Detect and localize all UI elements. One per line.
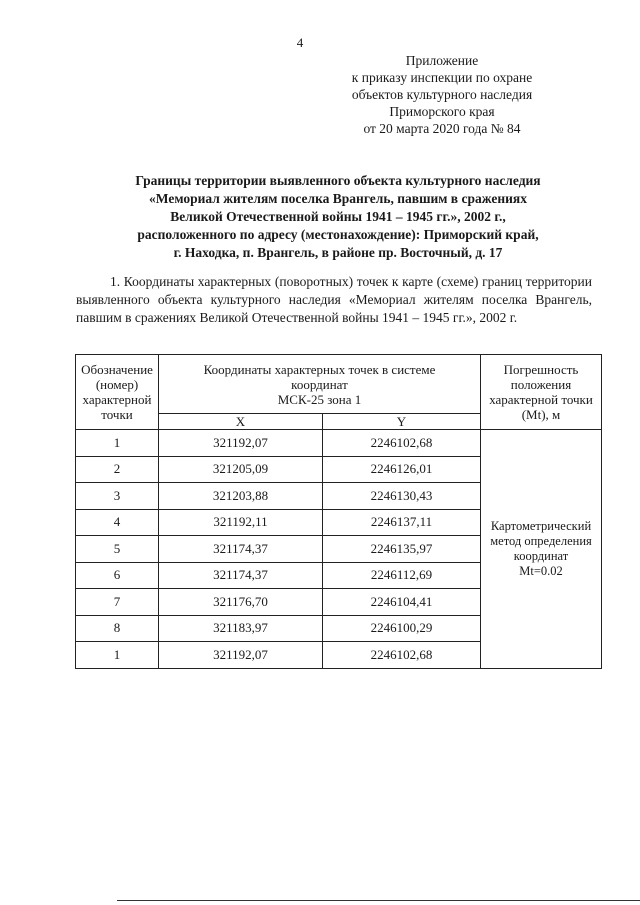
cell-x: 321183,97: [159, 615, 323, 642]
cell-point: 7: [76, 589, 159, 616]
cell-point: 5: [76, 536, 159, 563]
cell-y: 2246104,41: [323, 589, 481, 616]
title-line: «Мемориал жителям поселка Врангель, павшим в сражениях: [149, 191, 527, 206]
cell-point: 3: [76, 483, 159, 510]
cell-x: 321174,37: [159, 536, 323, 563]
cell-x: 321174,37: [159, 562, 323, 589]
cell-y: 2246100,29: [323, 615, 481, 642]
title-line: расположенного по адресу (местонахождение): Приморский край,: [137, 227, 539, 242]
header-error: Погрешность положения характерной точки (Mt), м: [481, 355, 602, 430]
cell-x: 321192,07: [159, 642, 323, 669]
page-number: 4: [296, 35, 304, 50]
cell-y: 2246102,68: [323, 430, 481, 457]
cell-y: 2246112,69: [323, 562, 481, 589]
appendix-line: от 20 марта 2020 года № 84: [363, 121, 521, 136]
cell-y: 2246135,97: [323, 536, 481, 563]
cell-x: 321176,70: [159, 589, 323, 616]
appendix-line: объектов культурного наследия: [351, 87, 533, 102]
document-title: [88, 172, 588, 262]
coordinates-table: [75, 354, 602, 669]
header-point-number: Обозначение (номер) характерной точки: [76, 355, 159, 430]
cell-x: 321192,07: [159, 430, 323, 457]
cell-error-method: Картометрический метод определения координат Mt=0.02: [481, 430, 602, 669]
header-y: Y: [323, 414, 481, 430]
cell-point: 1: [76, 642, 159, 669]
cell-x: 321205,09: [159, 456, 323, 483]
table-header-row: [76, 355, 602, 414]
cell-y: 2246137,11: [323, 509, 481, 536]
intro-paragraph: [76, 273, 592, 327]
cell-y: 2246126,01: [323, 456, 481, 483]
cell-x: 321203,88: [159, 483, 323, 510]
table-row: [76, 430, 602, 457]
cell-point: 2: [76, 456, 159, 483]
cell-point: 6: [76, 562, 159, 589]
page-bottom-rule: [117, 900, 640, 901]
cell-y: 2246102,68: [323, 642, 481, 669]
cell-point: 8: [76, 615, 159, 642]
appendix-line: Приложение: [405, 53, 479, 68]
appendix-line: к приказу инспекции по охране: [351, 70, 533, 85]
appendix-block: [327, 52, 557, 137]
title-line: г. Находка, п. Врангель, в районе пр. Восточный, д. 17: [173, 245, 503, 260]
cell-point: 4: [76, 509, 159, 536]
header-coordinates: Координаты характерных точек в системе координат МСК-25 зона 1: [159, 355, 481, 414]
appendix-line: Приморского края: [389, 104, 495, 119]
cell-y: 2246130,43: [323, 483, 481, 510]
title-line: Границы территории выявленного объекта культурного наследия: [135, 173, 541, 188]
intro-paragraph-text: 1. Координаты характерных (поворотных) точек к карте (схеме) границ территории выявленного объекта культурного наследия «Мемориал жителям поселка Врангель, павшим в сражениях Великой Отечественной войны 1941 – 1945 гг.», 2002 г.: [76, 274, 592, 325]
cell-x: 321192,11: [159, 509, 323, 536]
cell-point: 1: [76, 430, 159, 457]
title-line: Великой Отечественной войны 1941 – 1945 гг.», 2002 г.,: [170, 209, 506, 224]
header-x: X: [159, 414, 323, 430]
